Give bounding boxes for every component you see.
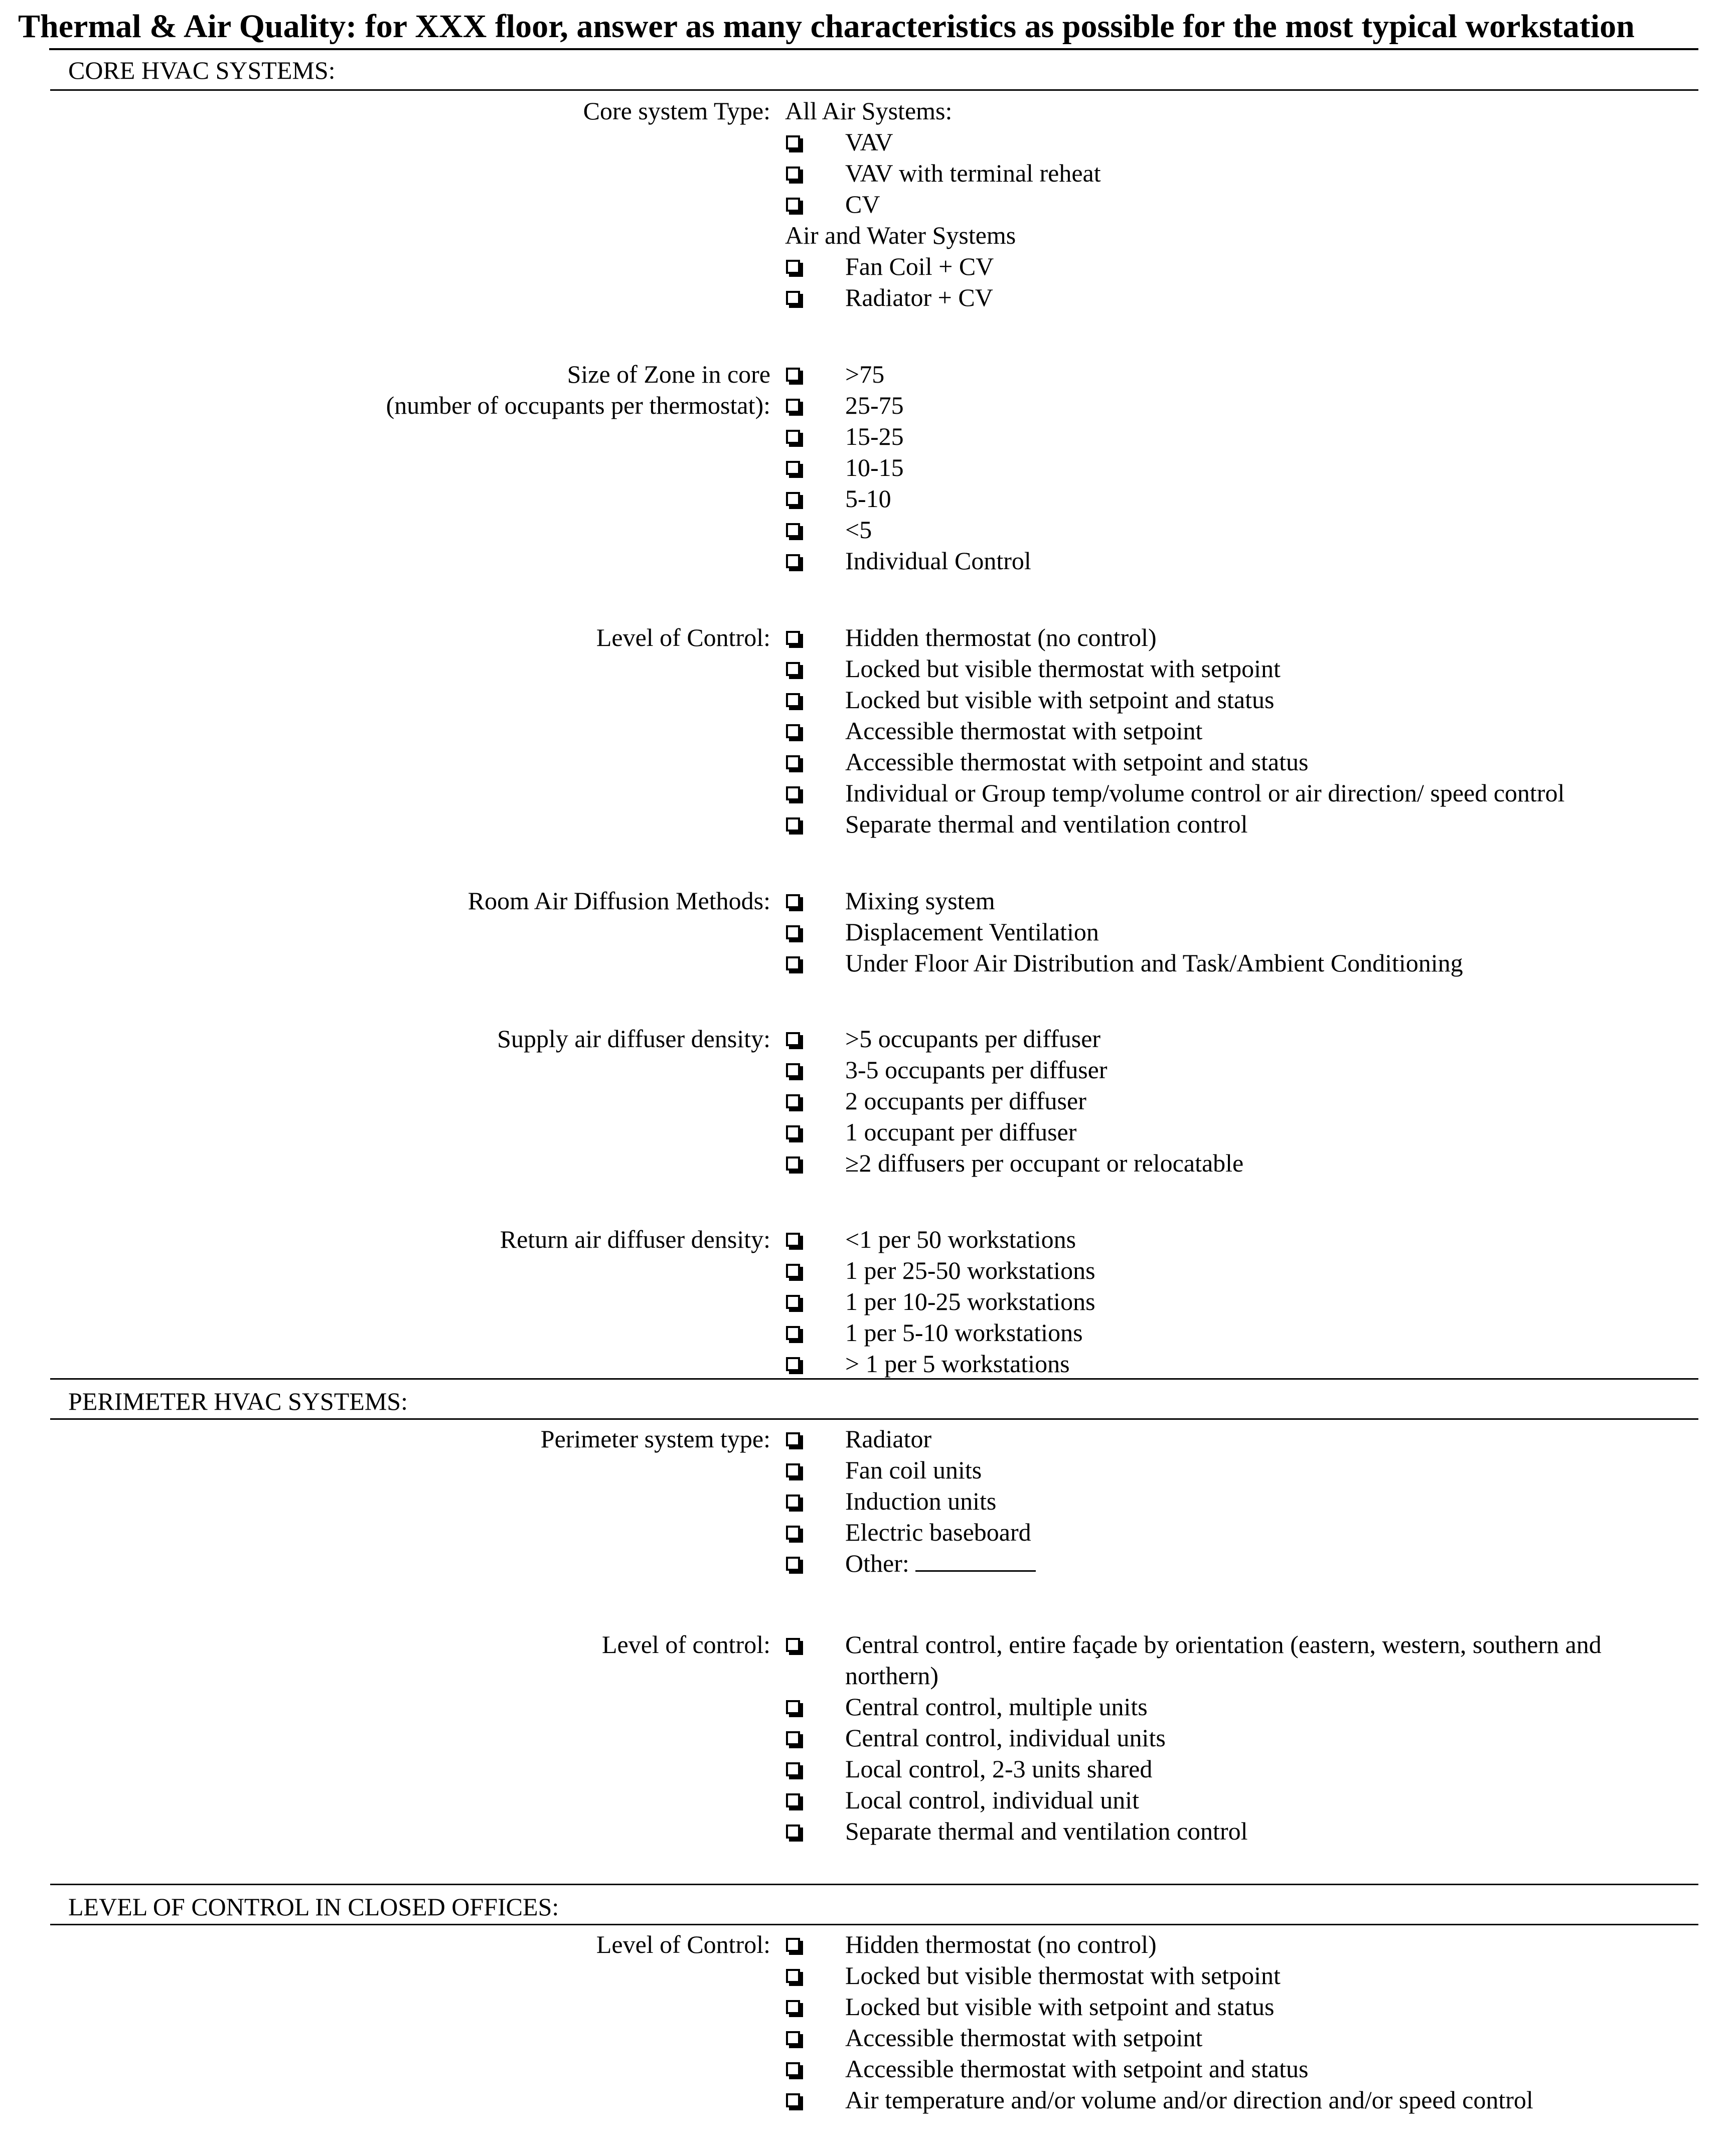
option-zone[interactable]: Individual Control [785,545,1698,576]
option-vav-reheat[interactable]: VAV with terminal reheat [785,157,1698,189]
checkbox[interactable] [786,1357,800,1371]
checkbox[interactable] [786,1264,800,1278]
option-vav[interactable]: VAV [785,126,1698,157]
other-label: Other: [845,1549,909,1577]
supply-density-label: Supply air diffuser density: [497,1025,770,1053]
option-office-control[interactable]: Accessible thermostat with setpoint and status [785,2053,1698,2084]
option-control[interactable]: Separate thermal and ventilation control [785,808,1698,840]
checkbox[interactable] [786,399,800,413]
checkbox[interactable] [786,492,800,506]
perimeter-hvac-heading: PERIMETER HVAC SYSTEMS: [68,1387,408,1415]
option-fan-coil-cv[interactable]: Fan Coil + CV [785,251,1698,282]
closed-offices-section [50,1884,1698,2144]
option-office-control[interactable]: Locked but visible with setpoint and status [785,1991,1698,2022]
perimeter-hvac-section [50,1378,1698,1870]
option-perimeter-control[interactable]: Separate thermal and ventilation control [785,1815,1698,1847]
checkbox[interactable] [786,894,800,908]
option-return[interactable]: <1 per 50 workstations [785,1224,1698,1255]
option-diffusion[interactable]: Displacement Ventilation [785,916,1698,947]
perimeter-system-type-label: Perimeter system type: [540,1425,770,1453]
page-title: Thermal & Air Quality: for XXX floor, answer as many characteristics as possible for the most typical workstation [18,8,1635,45]
checkbox[interactable] [786,1063,800,1077]
option-control[interactable]: Accessible thermostat with setpoint and status [785,746,1698,777]
option-office-control[interactable]: Air temperature and/or volume and/or direction and/or speed control [785,2084,1698,2115]
option-control[interactable]: Individual or Group temp/volume control or air direction/ speed control [785,777,1698,808]
checkbox[interactable] [786,1295,800,1309]
option-return[interactable]: 1 per 5-10 workstations [785,1317,1698,1348]
supply-density-options [785,1023,1698,1179]
checkbox[interactable] [786,1762,800,1776]
section-divider [50,1884,1698,1885]
checkbox[interactable] [786,1526,800,1540]
option-zone[interactable]: <5 [785,514,1698,545]
checkbox[interactable] [786,693,800,707]
option-office-control[interactable]: Locked but visible thermostat with setpoint [785,1960,1698,1991]
option-perimeter-control[interactable]: Central control, individual units [785,1722,1698,1753]
other-input[interactable] [915,1548,1036,1572]
checkbox[interactable] [786,1825,800,1839]
core-system-type-label: Core system Type: [583,97,770,125]
perimeter-system-type-options [785,1423,1698,1579]
option-other[interactable] [785,1548,1698,1579]
checkbox[interactable] [786,724,800,738]
option-perimeter-control[interactable]: Central control, multiple units [785,1691,1698,1722]
option-supply[interactable]: 2 occupants per diffuser [785,1085,1698,1116]
return-density-label: Return air diffuser density: [500,1225,770,1253]
option-return[interactable]: 1 per 25-50 workstations [785,1255,1698,1286]
checkbox[interactable] [786,1793,800,1807]
option-control[interactable]: Locked but visible thermostat with setpoint [785,653,1698,684]
closed-offices-heading: LEVEL OF CONTROL IN CLOSED OFFICES: [68,1893,559,1921]
checkbox[interactable] [786,291,800,305]
core-level-of-control-label: Level of Control: [596,623,770,651]
checkbox[interactable] [786,368,800,382]
checkbox[interactable] [786,1700,800,1714]
option-supply[interactable]: ≥2 diffusers per occupant or relocatable [785,1147,1698,1179]
option-zone[interactable]: 15-25 [785,421,1698,452]
option-diffusion[interactable]: Under Floor Air Distribution and Task/Ambient Conditioning [785,947,1698,978]
option-perimeter-type[interactable]: Fan coil units [785,1454,1698,1485]
checkbox[interactable] [786,1969,800,1983]
core-hvac-heading: CORE HVAC SYSTEMS: [68,56,336,84]
option-zone[interactable]: >75 [785,359,1698,390]
checkbox[interactable] [786,260,800,274]
checkbox[interactable] [786,523,800,537]
option-cv[interactable]: CV [785,189,1698,220]
perimeter-level-of-control-label: Level of control: [602,1630,770,1659]
option-control[interactable]: Hidden thermostat (no control) [785,622,1698,653]
option-supply[interactable]: 1 occupant per diffuser [785,1116,1698,1147]
checkbox[interactable] [786,1731,800,1745]
zone-size-label: Size of Zone in core (number of occupants per thermostat): [386,360,770,419]
return-density-options [785,1224,1698,1379]
section-divider [50,1378,1698,1380]
core-system-type-options [785,95,1698,313]
option-facade-control[interactable]: Central control, entire façade by orientation (eastern, western, southern and northern) [785,1629,1698,1691]
core-hvac-section [50,50,1698,1384]
option-zone[interactable]: 25-75 [785,390,1698,421]
checkbox[interactable] [786,1463,800,1477]
checkbox[interactable] [786,1094,800,1108]
checkbox[interactable] [786,1638,800,1652]
checkbox[interactable] [786,1032,800,1046]
perimeter-level-of-control-options [785,1629,1698,1847]
option-perimeter-type[interactable]: Induction units [785,1485,1698,1517]
checkbox[interactable] [786,786,800,800]
checkbox[interactable] [786,1432,800,1446]
closed-offices-control-label: Level of Control: [596,1930,770,1958]
core-level-of-control-options [785,622,1698,840]
checkbox[interactable] [786,1233,800,1247]
checkbox[interactable] [786,430,800,444]
closed-offices-header [50,1884,1698,1924]
checkbox[interactable] [786,817,800,832]
checkbox[interactable] [786,1125,800,1139]
option-office-control[interactable]: Accessible thermostat with setpoint [785,2022,1698,2053]
option-perimeter-control[interactable]: Local control, 2-3 units shared [785,1753,1698,1784]
option-zone[interactable]: 10-15 [785,452,1698,483]
perimeter-hvac-header [50,1378,1698,1418]
option-return[interactable]: 1 per 10-25 workstations [785,1286,1698,1317]
checkbox[interactable] [786,135,800,149]
option-perimeter-type[interactable]: Electric baseboard [785,1517,1698,1548]
section-divider [50,1418,1698,1420]
option-control[interactable]: Accessible thermostat with setpoint [785,715,1698,746]
option-zone[interactable]: 5-10 [785,483,1698,514]
core-hvac-header [50,50,1698,90]
checkbox[interactable] [786,2031,800,2045]
checkbox[interactable] [786,554,800,568]
checkbox[interactable] [786,1938,800,1952]
checkbox[interactable] [786,631,800,645]
diffusion-options [785,885,1698,978]
checkbox[interactable] [786,956,800,970]
option-radiator-cv[interactable]: Radiator + CV [785,282,1698,313]
option-perimeter-type[interactable]: Radiator [785,1423,1698,1454]
checkbox[interactable] [786,1495,800,1509]
option-perimeter-control[interactable]: Local control, individual unit [785,1784,1698,1815]
diffusion-label: Room Air Diffusion Methods: [467,887,770,915]
option-diffusion[interactable]: Mixing system [785,885,1698,916]
zone-size-options [785,359,1698,576]
checkbox[interactable] [786,755,800,769]
checkbox[interactable] [786,662,800,676]
checkbox[interactable] [786,1156,800,1171]
checkbox[interactable] [786,2093,800,2107]
checkbox[interactable] [786,461,800,475]
checkbox[interactable] [786,925,800,939]
checkbox[interactable] [786,1326,800,1340]
section-divider [50,1924,1698,1925]
option-supply[interactable]: 3-5 occupants per diffuser [785,1054,1698,1085]
option-office-control[interactable]: Hidden thermostat (no control) [785,1929,1698,1960]
section-divider [50,89,1698,91]
option-control[interactable]: Locked but visible with setpoint and status [785,684,1698,715]
checkbox[interactable] [786,2062,800,2076]
all-air-systems-title: All Air Systems: [785,97,953,125]
closed-offices-control-options [785,1929,1698,2115]
checkbox[interactable] [786,198,800,212]
air-water-systems-title: Air and Water Systems [785,221,1016,249]
option-supply[interactable]: >5 occupants per diffuser [785,1023,1698,1054]
checkbox[interactable] [786,167,800,181]
checkbox[interactable] [786,1557,800,1571]
option-return[interactable]: > 1 per 5 workstations [785,1348,1698,1379]
checkbox[interactable] [786,2000,800,2014]
